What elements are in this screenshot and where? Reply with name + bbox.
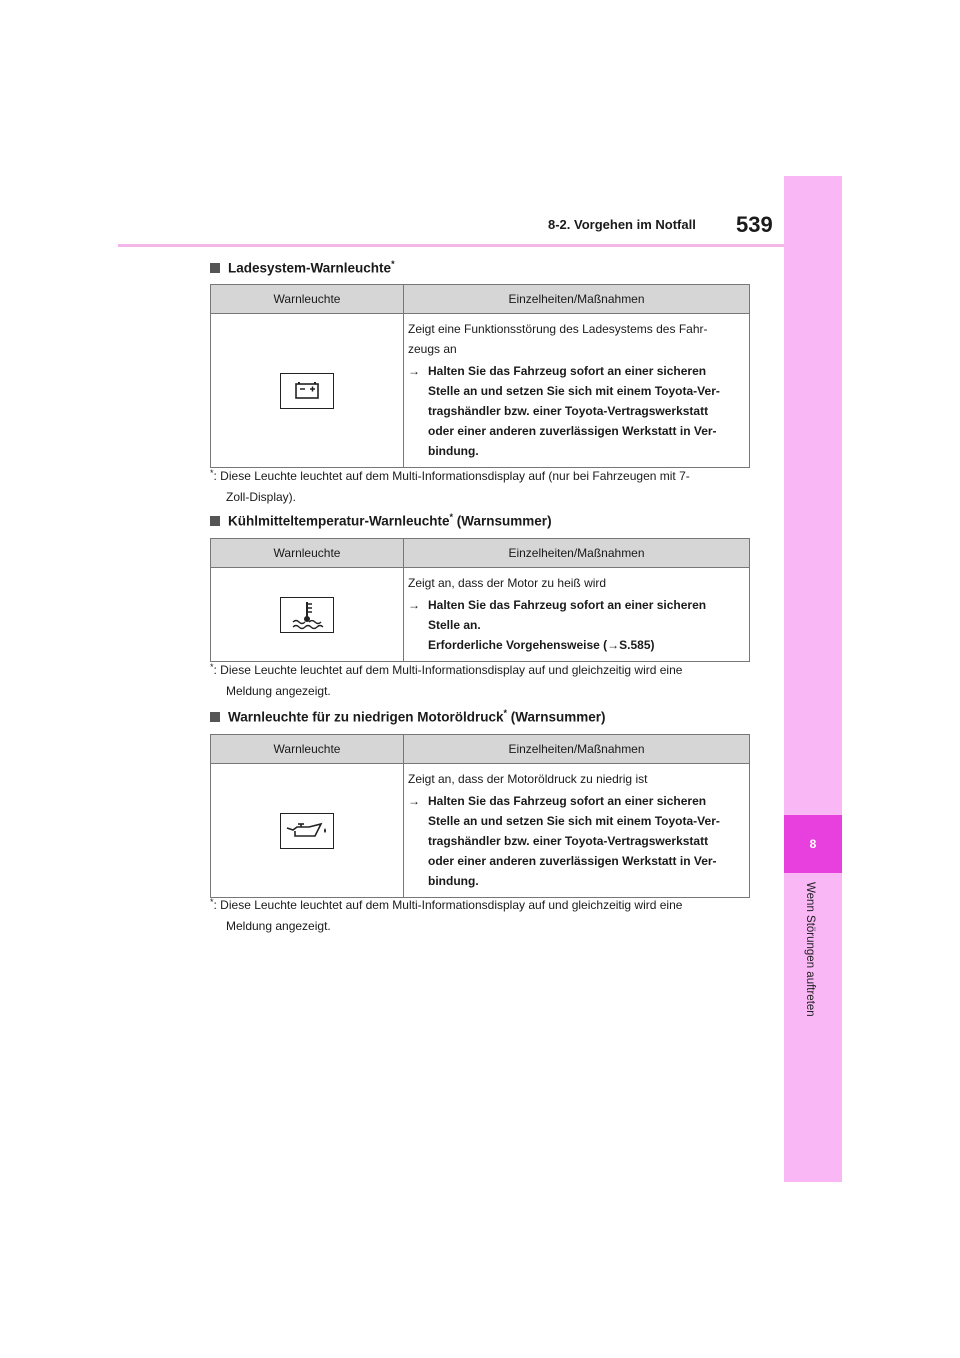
footnote: *: Diese Leuchte leuchtet auf dem Multi-Informationsdisplay auf (nur bei Fahrzeugen mit 7- Zoll-Display).: [210, 468, 690, 504]
description-text-cont: zeugs an: [408, 342, 457, 356]
table-header-warnleuchte: Warnleuchte: [211, 735, 404, 764]
warning-description-cell: [404, 568, 750, 662]
warning-icon-cell: [211, 314, 404, 468]
battery-icon: [280, 373, 334, 409]
arrow-icon: →: [408, 598, 420, 612]
table-header-details: Einzelheiten/Maßnahmen: [404, 539, 750, 568]
table-header-details: Einzelheiten/Maßnahmen: [404, 285, 750, 314]
coolant-temperature-icon: [280, 597, 334, 633]
description-text: Zeigt an, dass der Motor zu heiß wird: [408, 576, 607, 590]
action-instruction: → Halten Sie das Fahrzeug sofort an einer sicheren Stelle an und setzen Sie sich mit einem Toyota-Ver- tragshändler bzw. einer Toyota-Vertragswerkstatt oder einer anderen zuverlässigen Werkstatt in Ver- bindung.: [408, 791, 743, 891]
section-heading-coolant: Kühlmitteltemperatur-Warnleuchte* (Warnsummer): [210, 512, 552, 529]
footnote: *: Diese Leuchte leuchtet auf dem Multi-Informationsdisplay auf und gleichzeitig wird eine Meldung angezeigt.: [210, 662, 683, 698]
warning-description-cell: [404, 314, 750, 468]
page-reference-link[interactable]: Erforderliche Vorgehensweise (→S.585): [428, 638, 655, 652]
description-text: Zeigt an, dass der Motoröldruck zu niedrig ist: [408, 772, 648, 786]
page-number: 539: [736, 212, 773, 237]
action-instruction: → Halten Sie das Fahrzeug sofort an einer sicheren Stelle an. Erforderliche Vorgehensweise (→S.585): [408, 595, 743, 655]
section-heading-charging: Ladesystem-Warnleuchte*: [210, 259, 395, 276]
warning-icon-cell: [211, 568, 404, 662]
bullet-square-icon: [210, 263, 220, 273]
bullet-square-icon: [210, 712, 220, 722]
chapter-title-vertical: Wenn Störungen auftreten: [804, 882, 816, 1017]
action-instruction: → Halten Sie das Fahrzeug sofort an einer sicheren Stelle an und setzen Sie sich mit einem Toyota-Ver- tragshändler bzw. einer Toyota-Vertragswerkstatt oder einer anderen zuverlässigen Werkstatt in Ver- bindung.: [408, 361, 743, 461]
chapter-side-strip: [784, 176, 842, 1182]
warning-description-cell: [404, 764, 750, 898]
warning-icon-cell: [211, 764, 404, 898]
header-divider: [118, 244, 784, 247]
description-text: Zeigt eine Funktionsstörung des Ladesystems des Fahr-: [408, 322, 708, 336]
chapter-number-tab[interactable]: 8: [784, 815, 842, 873]
table-header-details: Einzelheiten/Maßnahmen: [404, 735, 750, 764]
table-header-warnleuchte: Warnleuchte: [211, 539, 404, 568]
warning-table-coolant: [210, 538, 750, 662]
bullet-square-icon: [210, 516, 220, 526]
warning-table-oil-pressure: [210, 734, 750, 898]
table-header-warnleuchte: Warnleuchte: [211, 285, 404, 314]
footnote: *: Diese Leuchte leuchtet auf dem Multi-Informationsdisplay auf und gleichzeitig wird eine Meldung angezeigt.: [210, 897, 683, 933]
section-heading-oil-pressure: Warnleuchte für zu niedrigen Motoröldruck* (Warnsummer): [210, 708, 606, 725]
arrow-icon: →: [408, 364, 420, 378]
oil-pressure-icon: [280, 813, 334, 849]
arrow-icon: →: [408, 794, 420, 808]
warning-table-charging: [210, 284, 750, 468]
section-title: 8-2. Vorgehen im Notfall: [548, 217, 696, 232]
